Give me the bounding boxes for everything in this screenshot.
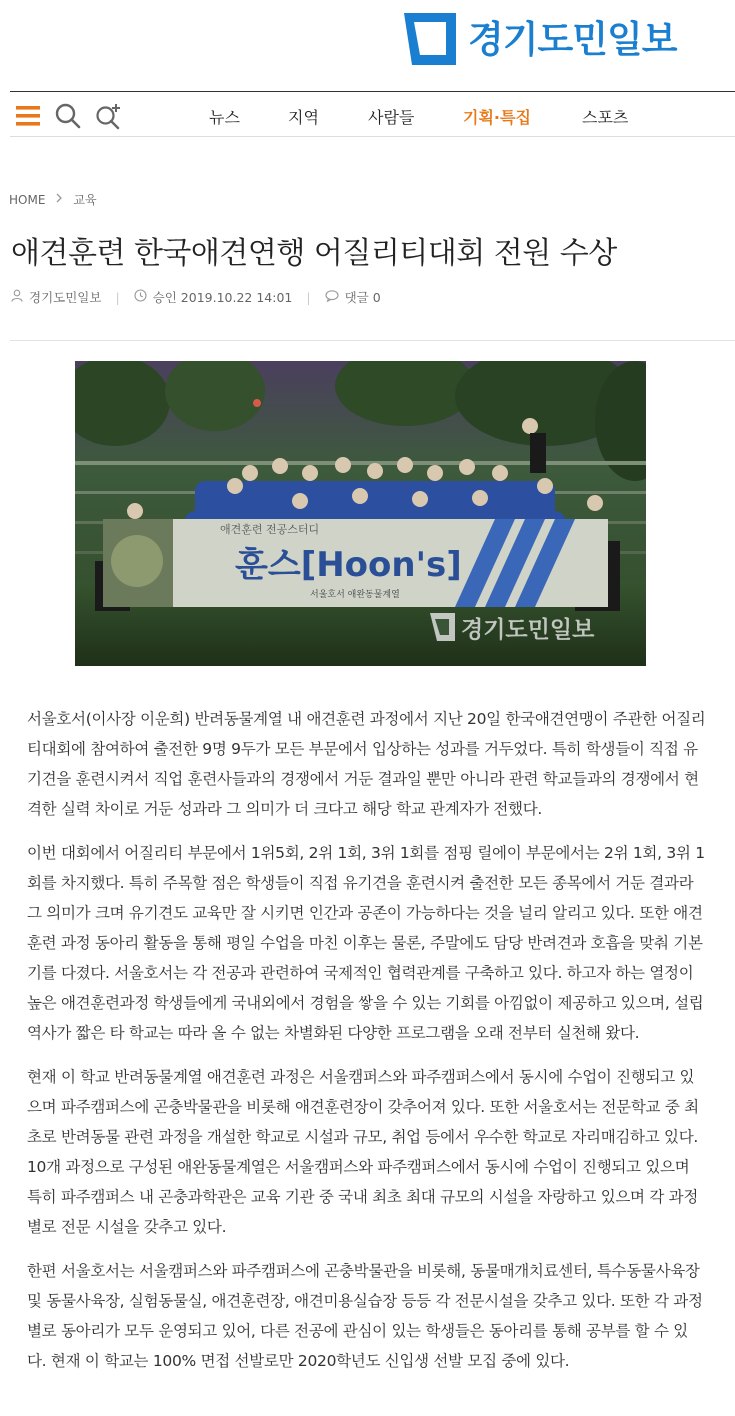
logo-mark-icon [398, 9, 460, 69]
article-approved-time: 승인 2019.10.22 14:01 [152, 290, 293, 305]
user-icon [11, 289, 23, 305]
search-icon[interactable] [54, 102, 82, 130]
banner-sub-text: 서울호서 애완동물계열 [310, 590, 400, 600]
article-paragraph: 서울호서(이사장 이운희) 반려동물계열 내 애견훈련 과정에서 지난 20일 한국애견연맹이 주관한 어질리티대회에 참여하여 출전한 9명 9두가 모든 부문에서 입상하는 성과를 거두었다. 특히 학생들이 직접 유기견을 훈련시켜서 직업 훈련사들과의 경쟁에서 거둔 결과일 뿐만 아니라 관련 학교들과의 경쟁에서 현격한 실력 차이로 거둔 성과라 그 의미가 더 크다고 해당 학교 관계자가 전했다. [27, 710, 706, 818]
banner-small-text: 애견훈련 전공스터디 [220, 523, 320, 536]
article-title: 애견훈련 한국애견연행 어질리티대회 전원 수상 [11, 236, 617, 271]
article-body [27, 704, 707, 1390]
article-author[interactable]: 경기도민일보 [29, 290, 102, 305]
breadcrumb [9, 191, 97, 208]
meta-divider: | [115, 289, 120, 305]
nav-item-people[interactable]: 사람들 [368, 108, 415, 127]
article-paragraph: 현재 이 학교 반려동물계열 애견훈련 과정은 서울캠퍼스와 파주캠퍼스에서 동시에 수업이 진행되고 있으며 파주캠퍼스에 곤충박물관을 비롯해 애견훈련장이 갖추어져 있다. 또한 서울호서는 전문학교 중 최초로 반려동물 관련 과정을 개설한 학교로 시설과 규모, 취업 등에서 우수한 학교로 자리매김하고 있다. 10개 과정으로 구성된 애완동물계열은 서울캠퍼스와 파주캠퍼스에서 동시에 수업이 진행되고 있으며 특히 파주캠퍼스 내 곤충과학관은 교육 기관 중 국내 최초 최대 규모의 시설을 자랑하고 있으며 각 과정별로 전문 시설을 갖추고 있다. [27, 1068, 699, 1236]
clock-icon [134, 289, 147, 305]
menu-icon[interactable] [14, 102, 42, 130]
breadcrumb-home[interactable]: HOME [9, 192, 46, 207]
divider [10, 340, 735, 341]
breadcrumb-section[interactable]: 교육 [73, 193, 97, 207]
nav-item-news[interactable]: 뉴스 [209, 108, 240, 127]
article-comments[interactable]: 댓글 0 [344, 290, 381, 305]
nav-item-feature[interactable]: 기획·특집 [463, 108, 531, 127]
article-meta [11, 288, 381, 306]
article-paragraph: 이번 대회에서 어질리티 부문에서 1위5회, 2위 1회, 3위 1회를 점핑 릴에이 부문에서는 2위 1회, 3위 1회를 차지했다. 특히 주목할 점은 학생들이 직접 유기견을 훈련시켜 출전한 모든 종목에서 거둔 결과라 그 의미가 크며 유기견도 교육만 잘 시키면 인간과 공존이 가능하다는 것을 널리 알리고 있다. 또한 애견훈련 과정 동아리 활동을 통해 평일 수업을 마친 이후는 물론, 주말에도 담당 반려견과 호흡을 맞춰 기본기를 다졌다. 서울호서는 각 전공과 관련하여 국제적인 협력관계를 구축하고 있다. 하고자 하는 열정이 높은 애견훈련과정 학생들에게 국내외에서 경험을 쌓을 수 있는 기회를 아낌없이 제공하고 있으며, 설립 역사가 짧은 타 학교는 따라 올 수 없는 차별화된 다양한 프로그램을 오래 전부터 실천해 왔다. [27, 844, 705, 1042]
nav-item-region[interactable]: 지역 [288, 108, 319, 127]
comment-icon [325, 290, 339, 305]
site-logo[interactable] [398, 8, 700, 70]
main-nav [10, 91, 735, 137]
font-size-icon[interactable] [94, 102, 122, 130]
chevron-right-icon [55, 193, 63, 206]
article-paragraph: 한편 서울호서는 서울캠퍼스와 파주캠퍼스에 곤충박물관을 비롯해, 동물매개치료센터, 특수동물사육장 및 동물사육장, 실험동물실, 애견훈련장, 애견미용실습장 등등 각 전문시설을 갖추고 있다. 또한 각 과정별로 동아리가 모두 운영되고 있어, 다른 전공에 관심이 있는 학생들은 동아리를 통해 공부를 할 수 있다. 현재 이 학교는 100% 면접 선발로만 2020학년도 신입생 선발 모집 중에 있다. [27, 1262, 703, 1370]
logo-text: 경기도민일보 [468, 17, 677, 61]
photo-watermark: 경기도민일보 [461, 617, 595, 643]
nav-item-sports[interactable]: 스포츠 [582, 108, 629, 127]
meta-divider: | [306, 289, 311, 305]
article-photo[interactable] [75, 361, 646, 666]
banner-main-text: 훈스[Hoon's] [235, 545, 462, 585]
